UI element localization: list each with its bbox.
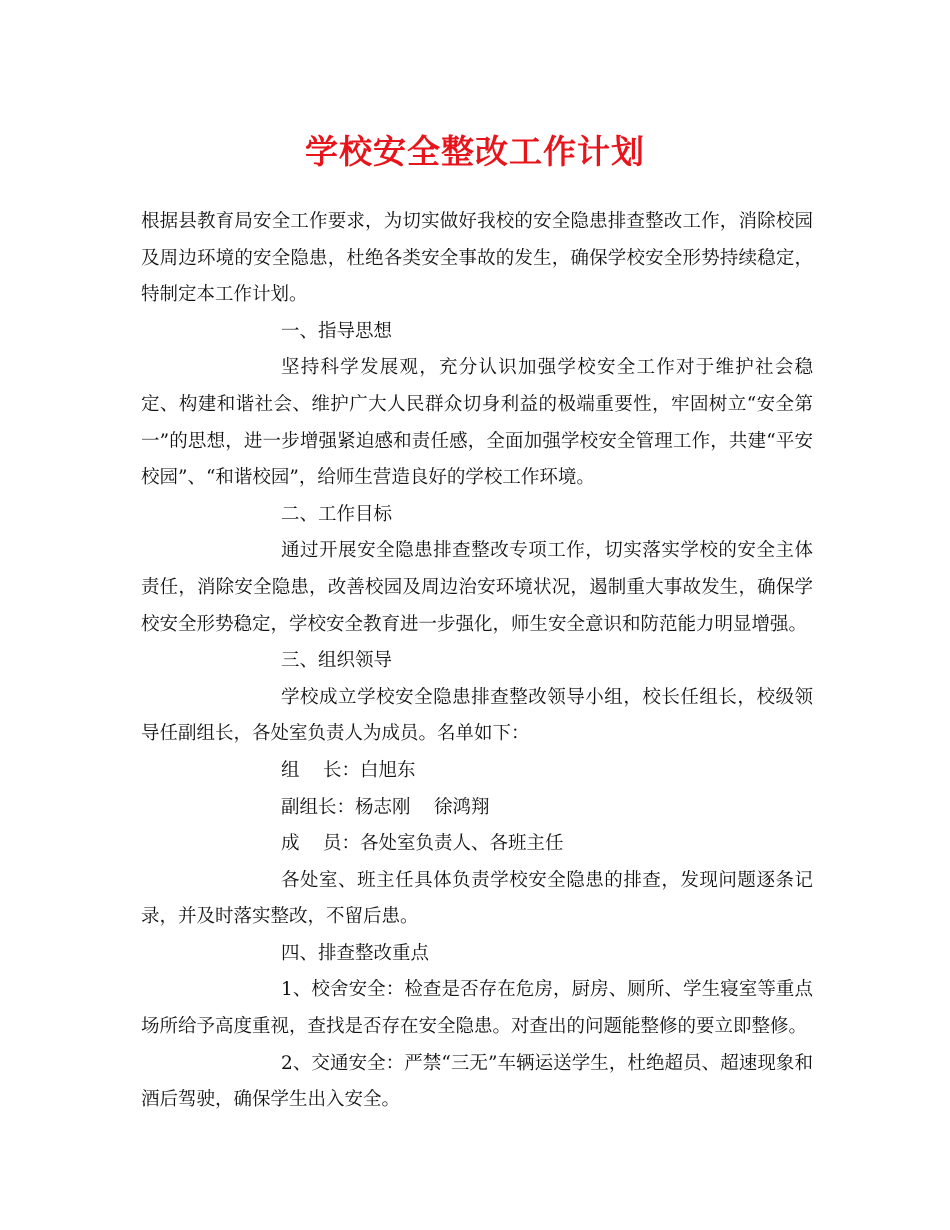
section-note-organization: 各处室、班主任具体负责学校安全隐患的排查，发现问题逐条记录，并及时落实整改，不留后患。 <box>141 869 813 928</box>
section-heading-guiding-thought: 一、指导思想 <box>281 320 393 342</box>
key-point-traffic-safety: 2、交通安全：严禁“三无”车辆运送学生，杜绝超员、超速现象和酒后驾驶，确保学生出入安全。 <box>141 1052 813 1111</box>
intro-paragraph: 根据县教育局安全工作要求，为切实做好我校的安全隐患排查整改工作，消除校园及周边环境的安全隐患，杜绝各类安全事故的发生，确保学校安全形势持续稳定，特制定本工作计划。 <box>141 211 813 306</box>
document-body <box>141 204 813 1119</box>
section-heading-key-points: 四、排查整改重点 <box>281 942 430 964</box>
section-heading-work-goals: 二、工作目标 <box>281 503 393 525</box>
member-leader: 组 长：白旭东 <box>281 759 416 781</box>
key-point-building-safety: 1、校舍安全：检查是否存在危房，厨房、厕所、学生寝室等重点场所给予高度重视，查找是否存在安全隐患。对查出的问题能整修的要立即整修。 <box>141 979 813 1038</box>
section-text-organization: 学校成立学校安全隐患排查整改领导小组，校长任组长，校级领导任副组长，各处室负责人为成员。名单如下： <box>141 686 813 745</box>
member-deputy-leaders: 副组长：杨志刚 徐鸿翔 <box>281 796 490 818</box>
section-text-work-goals: 通过开展安全隐患排查整改专项工作，切实落实学校的安全主体责任，消除安全隐患，改善校园及周边治安环境状况，遏制重大事故发生，确保学校安全形势稳定，学校安全教育进一步强化，师生安全意识和防范能力明显增强。 <box>141 540 813 635</box>
document-title: 学校安全整改工作计划 <box>305 132 645 171</box>
member-members: 成 员：各处室负责人、各班主任 <box>281 833 564 855</box>
section-heading-organization: 三、组织领导 <box>281 650 393 672</box>
section-text-guiding-thought: 坚持科学发展观，充分认识加强学校安全工作对于维护社会稳定、构建和谐社会、维护广大人民群众切身利益的极端重要性，牢固树立“安全第一”的思想，进一步增强紧迫感和责任感，全面加强学校安全管理工作，共建“平安校园”、“和谐校园”，给师生营造良好的学校工作环境。 <box>141 357 813 489</box>
